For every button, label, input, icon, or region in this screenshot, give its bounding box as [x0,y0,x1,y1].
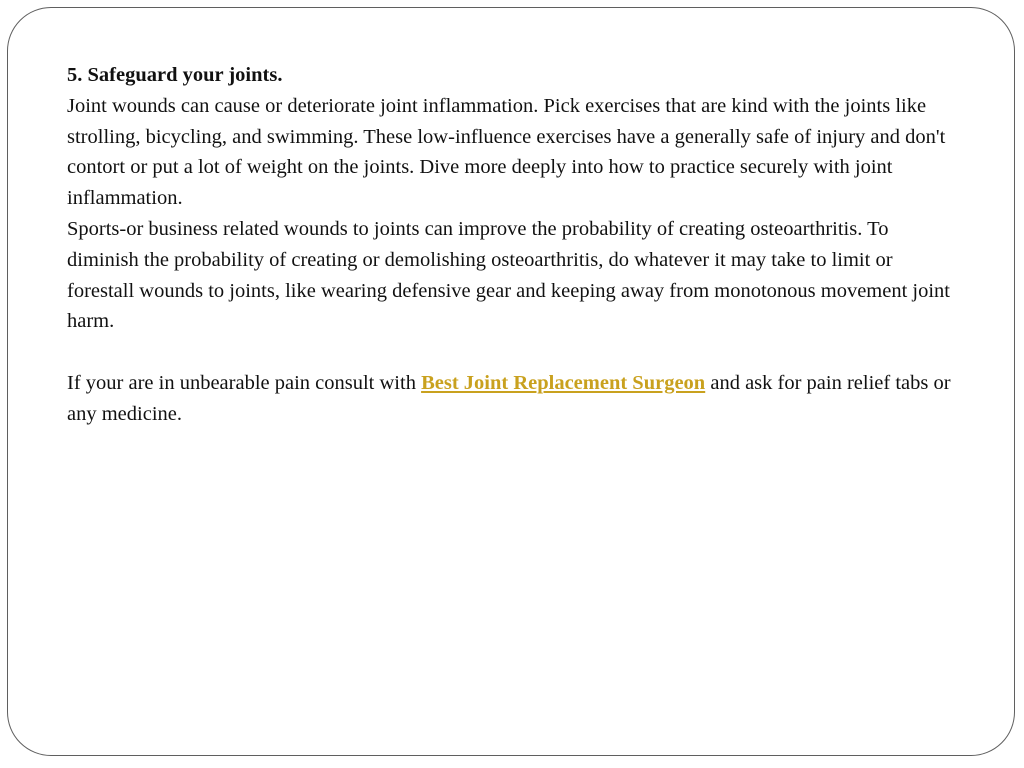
slide-content [67,60,957,430]
consult-text-after: and ask for pain relief tabs or any medicine. [67,371,951,425]
section-heading: 5. Safeguard your joints. [67,64,283,86]
surgeon-link[interactable]: Best Joint Replacement Surgeon [421,371,706,394]
paragraph-consult [67,368,957,430]
paragraph-spacer [67,337,957,368]
paragraph-joint-wounds: Joint wounds can cause or deteriorate joint inflammation. Pick exercises that are kind with the joints like strolling, bicycling, and swimming. These low-influence exercises have a generally safe of injury and don't contort or put a lot of weight on the joints. Dive more deeply into how to practice securely with joint inflammation. [67,94,946,210]
paragraph-sports-injuries: Sports-or business related wounds to joints can improve the probability of creating osteoarthritis. To diminish the probability of creating or demolishing osteoarthritis, do whatever it may take to limit or forestall wounds to joints, like wearing defensive gear and keeping away from monotonous movement joint harm. [67,217,951,333]
consult-text-before: If your are in unbearable pain consult with [67,371,422,394]
